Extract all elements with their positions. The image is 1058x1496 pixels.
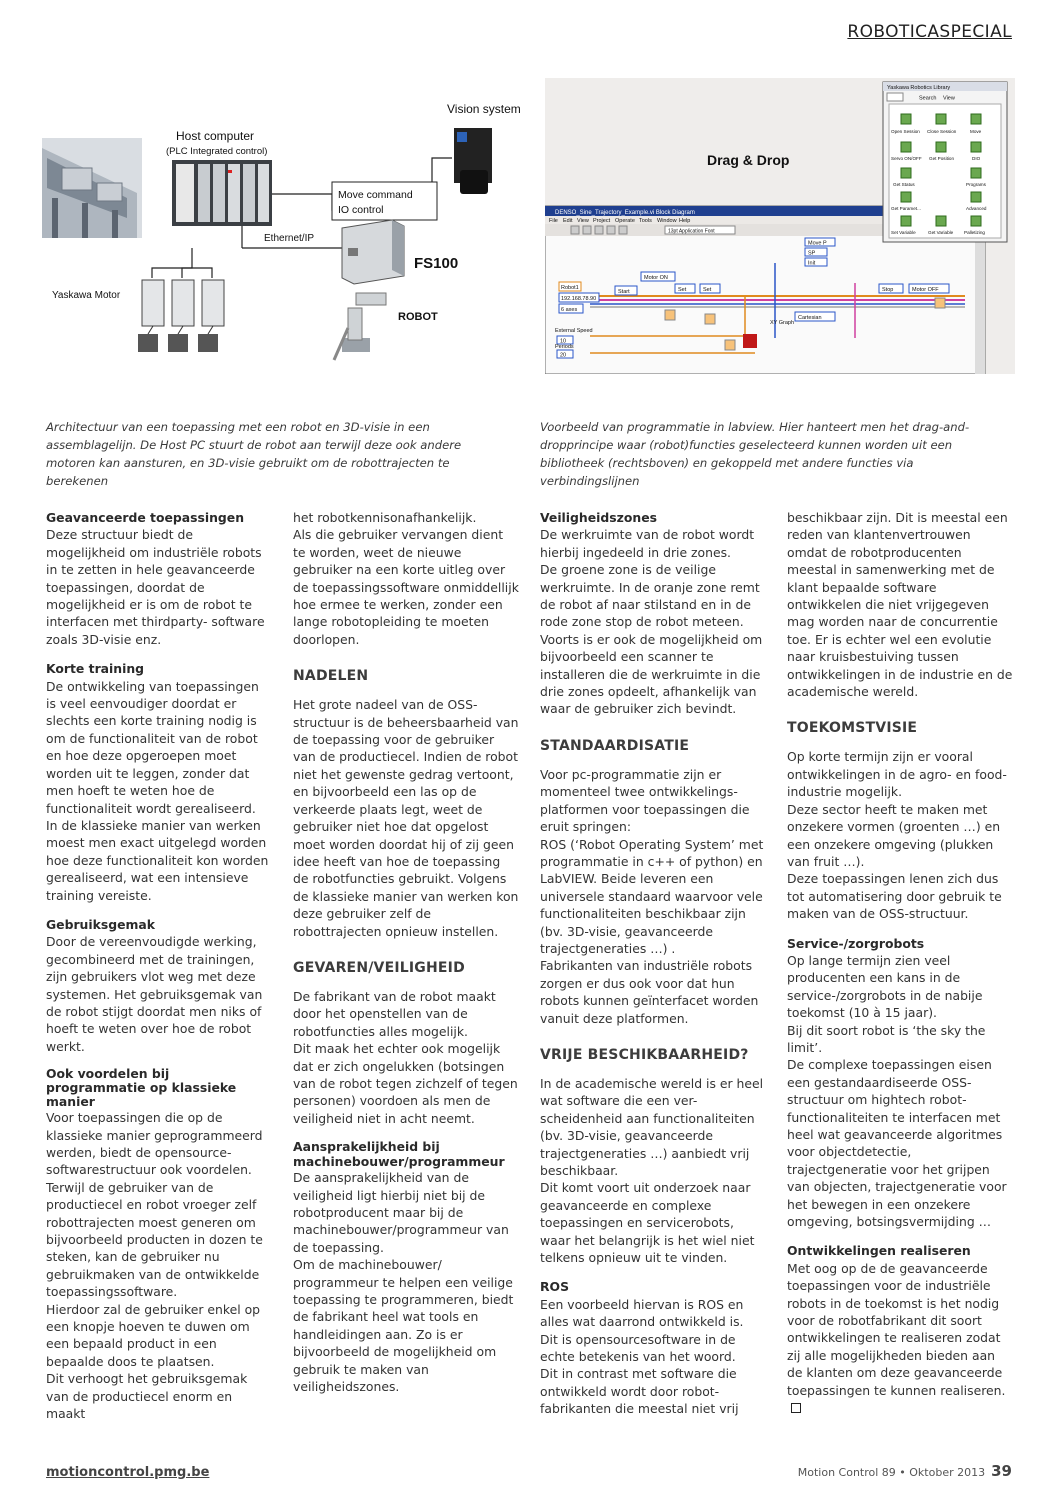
menu-window: Window <box>657 218 677 224</box>
paragraph: Bij dit soort robot is ‘the sky the limit’. <box>787 1022 986 1055</box>
menu-edit: Edit <box>563 218 573 224</box>
paragraph: Door de vereenvoudigde werking, gecombineerd met de trainingen, zijn gebruikers vlot weg met deze systemen. Het gebruiksgemak van de robot stijgt doordat men niks of hoeft te weten over hoe de robot werkt. <box>46 934 263 1054</box>
paragraph: Dit komt voort uit onderzoek naar geavanceerde en complexe toepassingen en servicerobots, waar het belangrijk is het wiel niet telkens opnieuw uit te vinden. <box>540 1180 755 1266</box>
node-sp: SP <box>808 250 816 257</box>
lib-open-session: Open Session <box>891 129 920 134</box>
labview-figure <box>545 78 1015 374</box>
paragraph: Hierdoor zal de gebruiker enkel op een knopje hoeven te duwen om een bepaald product in een bepaalde doos te plaatsen. <box>46 1301 261 1369</box>
paragraph: De aansprakelijkheid van de veiligheid ligt hierbij niet bij de robotproducent maar bij de machinebouwer/programmeur van de toepassing. <box>293 1170 509 1255</box>
paragraph: De fabrikant van de robot maakt door het openstellen van de robotfuncties alles mogelijk. <box>293 988 496 1039</box>
paragraph: In de klassieke manier van werken moest men exact uitgelegd worden hoe deze functionaliteit kon worden gerealiseerd, wat een intensieve training vereiste. <box>46 817 269 903</box>
node-set1: Set <box>678 287 687 293</box>
node-start: Start <box>618 289 630 295</box>
paragraph: Het grote nadeel van de OSS-structuur is de beheersbaarheid van de toepassing voor de gebruiker van de productiecel. Indien de robot niet het gewenste gedrag vertoont, en bijvoorbeeld een las op de verkeerde plaats legt, weet de gebruiker niet hoe dat opgelost moet worden doordat hij of zij geen idee heeft van hoe de toepassing de robotfuncties gebruikt. Volgens de klassieke manier van werken kon deze gebruiker zelf de robottrajecten opnieuw instellen. <box>293 697 519 939</box>
caption-left: Architectuur van een toepassing met een robot en 3D-visie in een assemblagelijn. De Host PC stuurt de robot aan terwijl deze ook andere motoren kan aansturen, en 3D-visie gebruikt om de robottrajecten te berekenen <box>46 420 462 488</box>
paragraph: het robotkennisonafhankelijk. <box>293 510 477 525</box>
lib-get-paramet: Get Paramet... <box>891 206 921 211</box>
plc-rack-image <box>172 160 272 226</box>
paragraph: De ontwikkeling van toepassingen is veel eenvoudiger doordat er slechts een korte training nodig is om de functionaliteit van de robot en hoe deze opgeroepen moet worden uit te leggen, zonder dat men hoeft te weten hoe de functionaliteit wordt gerealiseerd. <box>46 678 259 816</box>
section-label: ROBOTICASPECIAL <box>847 22 1012 42</box>
node-init: Init <box>808 260 816 267</box>
paragraph: Dit in contrast met software die ontwikkeld wordt door robot-fabrikanten die meestal niet vrij <box>540 1366 739 1417</box>
host-label: Host computer <box>176 129 255 143</box>
paragraph: Deze structuur biedt de mogelijkheid om industriële robots in te zetten in hele geavanceerde toepassingen, doordat de mogelijkheid er is om de robot te interfacen met thirdparty- software zoals 3D-visie enz. <box>46 527 265 647</box>
node-cartesian: Cartesian <box>798 315 822 321</box>
host-sub-label: (PLC Integrated control) <box>166 146 268 157</box>
architecture-figure <box>42 98 532 382</box>
menu-project: Project <box>593 218 611 224</box>
subheading-safety-zones: Veiligheidszones <box>540 510 657 525</box>
paragraph: beschikbaar zijn. Dit is meestal een reden van klantenvertrouwen omdat de robotproducenten meestal in samenwerking met de klant bepaalde software ontwikkelen die niet vrijgegeven mag worden naar de concurrentie toe. Er is echter wel een evolutie naar kruisbestuiving tussen ontwikkelingen in de industrie en de academische wereld. <box>787 510 1013 700</box>
heading-nadelen: NADELEN <box>293 668 369 685</box>
paragraph: ROS (‘Robot Operating System’ met programmatie in c++ of python) en LabVIEW. Beide leveren een universele standaard waarvoor vele functionaliteiten beschikbaar zijn (bv. 3D-visie, geavanceerde trajectgeneraties …) . <box>540 836 764 956</box>
paragraph: Om de machinebouwer/ programmeur te helpen een veilige toepassing te programmeren, biedt de fabrikant heel wat tools en handleidingen aan. Zo is er bijvoorbeeld de mogelijkheid om gebruik te maken van veiligheidszones. <box>293 1257 514 1395</box>
assembly-line-image <box>42 138 142 238</box>
node-robot1: Robot1 <box>561 285 579 291</box>
lib-advanced: Advanced <box>966 206 987 211</box>
node-ip: 192.168.78.90 <box>561 296 597 302</box>
node-external-speed: External Speed <box>555 328 593 334</box>
paragraph-text: Met oog op de de geavanceerde toepassingen voor de industriële robots in de toekomst is het nodig voor de robotfabrikant dit soort ontwikkelingen te realiseren zodat zij alle mogelijkheden bieden aan de klanten om deze geavanceerde toepassingen te kunnen realiseren. <box>787 1260 1006 1398</box>
drag-drop-label: Drag & Drop <box>707 152 790 168</box>
lib-move: Move <box>970 129 982 134</box>
library-search: Search <box>919 95 937 102</box>
library-title: Yaskawa Robotics Library <box>887 85 951 91</box>
menu-view: View <box>577 218 589 224</box>
footer-issue <box>798 1462 1012 1480</box>
menu-tools: Tools <box>639 218 652 224</box>
paragraph: De groene zone is de veilige werkruimte. In de oranje zone remt de robot af naar stilstand en in de rode zone stop de robot meteen. <box>540 562 760 630</box>
paragraph: In de academische wereld is er heel wat software die een ver-scheidenheid aan functionaliteiten (bv. 3D-visie, geavanceerde trajectgeneraties …) aanbiedt vrij beschikbaar. <box>540 1075 764 1178</box>
node-stop: Stop <box>882 287 894 293</box>
lib-close-session: Close Session <box>927 129 957 134</box>
node-motor-off: Motor OFF <box>912 287 939 293</box>
font-selector: 13pt Application Font <box>668 228 715 235</box>
fs100-controller-image <box>342 220 404 284</box>
node-set2: Set <box>703 287 712 293</box>
paragraph: Voor toepassingen die op de klassieke manier geprogrammeerd werden, biedt de opensource-softwarestructuur ook voordelen. Terwijl de gebruiker van de productiecel en robot vroeger zelf robottrajecten moest generen om bijvoorbeeld producten in dozen te steken, kan de gebruiker nu gebruikmaken van de ontwikkelde toepassingssoftware. <box>46 1110 263 1300</box>
paragraph: Als die gebruiker vervangen dient te worden, weet de nieuwe gebruiker na een korte uitleg over de toepassingssoftware onmiddellijk hoe ermee te werken, zonder een lange robotopleiding te moeten doorlopen. <box>293 527 519 647</box>
subheading-training: Korte training <box>46 661 145 677</box>
column-1 <box>46 509 272 1423</box>
caption-right: Voorbeeld van programmatie in labview. Hier hanteert men het drag-and-dropprincipe waar (robot)functies geselecteerd kunnen worden uit een bibliotheek (rechtsboven) en gekoppeld met andere functies via verbindingslijnen <box>540 420 970 488</box>
column-3 <box>540 509 766 1418</box>
subheading-ease: Gebruiksgemak <box>46 916 156 932</box>
node-motor-on: Motor ON <box>644 275 668 281</box>
lib-servo: Servo ON/OFF <box>891 156 922 161</box>
paragraph: Voorts is er ook de mogelijkheid om bijvoorbeeld een scanner te installeren die de werkruimte in die drie zones opdeelt, afhankelijk van waar de gebruiker zich bevindt. <box>540 631 763 717</box>
lib-palletizing: Palletizing <box>964 230 985 235</box>
camera-image <box>454 128 492 194</box>
heading-standardisation: STANDAARDISATIE <box>540 737 690 754</box>
paragraph: Op korte termijn zijn er vooral ontwikkelingen in de agro- en food-industrie mogelijk. <box>787 749 1007 800</box>
node-periods: Periods <box>555 344 574 350</box>
paragraph: Voor pc-programmatie zijn er momenteel twee ontwikkelings-platformen voor toepassingen die eruit springen: <box>540 766 750 835</box>
fs100-label: FS100 <box>414 255 459 272</box>
library-view: View <box>943 95 955 102</box>
subheading-ros: ROS <box>540 1279 569 1295</box>
node-v10: 10 <box>560 338 567 345</box>
menu-operate: Operate <box>615 218 635 224</box>
menu-help: Help <box>679 218 691 224</box>
paragraph: Deze sector heeft te maken met onzekere vormen (groenten …) en een onzekere omgeving (plukken van fruit …). <box>787 801 1001 869</box>
heading-availability: VRIJE BESCHIKBAARHEID? <box>540 1046 749 1063</box>
lib-get-position: Get Position <box>929 156 955 161</box>
io-control-label: IO control <box>338 204 384 216</box>
end-mark-icon <box>791 1403 801 1413</box>
paragraph: Dit is opensourcesoftware in de echte betekenis van het woord. <box>540 1331 736 1365</box>
issue-label: Motion Control 89 • Oktober 2013 <box>797 1466 986 1479</box>
paragraph: Dit maak het echter ook mogelijk dat er zich ongelukken (botsingen van de robot tegen zichzelf of tegen personen) voordoen als men de veiligheid niet in acht neemt. <box>293 1041 518 1126</box>
paragraph: Deze toepassingen lenen zich dus tot automatisering door gebruik te maken van de OSS-structuur. <box>787 871 1002 922</box>
page-number: 39 <box>991 1462 1012 1480</box>
paragraph: Een voorbeeld hiervan is ROS en alles wat daarrond ontwikkeld is. <box>540 1296 744 1330</box>
robotics-library-palette <box>883 82 1007 242</box>
heading-gevaren: GEVAREN/VEILIGHEID <box>293 959 465 976</box>
paragraph: De werkruimte van de robot wordt hierbij ingedeeld in drie zones. <box>540 527 755 560</box>
move-command-label: Move command <box>338 189 413 201</box>
node-v20: 20 <box>560 352 567 359</box>
footer-url-link[interactable]: motioncontrol.pmg.be <box>46 1465 210 1480</box>
window-title: DENSO_Sine_Trajectory_Example.vi Block Diagram <box>555 210 695 216</box>
lib-get-status: Get Status <box>893 182 915 187</box>
lib-get-variable: Get Variable <box>928 230 954 235</box>
column-2 <box>293 509 519 1395</box>
servo-drives-image <box>138 280 224 352</box>
paragraph: Dit verhoogt het gebruiksgemak van de productiecel enorm en maakt <box>46 1371 248 1422</box>
lib-programs: Programs <box>966 182 986 187</box>
paragraph-last <box>787 1260 1013 1417</box>
column-4 <box>787 509 1013 1417</box>
menu-file: File <box>549 218 558 224</box>
vision-label: Vision system <box>447 102 521 116</box>
paragraph: Op lange termijn zien veel producenten een kans in de service-/zorgrobots in de nabije toekomst (10 à 15 jaar). <box>787 952 983 1021</box>
node-axes: 6 axes <box>561 307 578 313</box>
ethernet-label: Ethernet/IP <box>264 233 315 244</box>
lib-set-variable: Set Variable <box>891 230 916 235</box>
heading-future: TOEKOMSTVISIE <box>787 720 918 737</box>
subheading-realize: Ontwikkelingen realiseren <box>787 1243 971 1259</box>
motor-label: Yaskawa Motor <box>52 290 121 301</box>
subheading-service: Service-/zorgrobots <box>787 935 925 951</box>
robot-label: ROBOT <box>398 311 438 323</box>
lib-dio: DIO <box>972 156 981 161</box>
paragraph: De complexe toepassingen eisen een gestandaardiseerde OSS-structuur om hightech robot-functionaliteiten te interfacen met heel wat geavanceerde algoritmes voor objectdetectie, trajectgeneratie voor het grijpen van objecten, trajectgeneratie voor het bewegen in een onzekere omgeving, botsingsvermijding … <box>787 1057 1007 1230</box>
subheading-liability: Aansprakelijkheid bij machinebouwer/programmeur <box>293 1139 505 1170</box>
paragraph: Fabrikanten van industriële robots zorgen er dus ook voor dat hun robots kunnen geïnterfacet worden vanuit deze platformen. <box>540 958 759 1026</box>
subheading-advanced: Geavanceerde toepassingen <box>46 510 245 525</box>
robot-arm-image <box>334 293 386 360</box>
subheading-classic: Ook voordelen bij programmatie op klassieke manier <box>46 1066 237 1110</box>
node-xy-graph: XY Graph <box>770 320 795 326</box>
node-move-p: Move P <box>808 240 827 247</box>
